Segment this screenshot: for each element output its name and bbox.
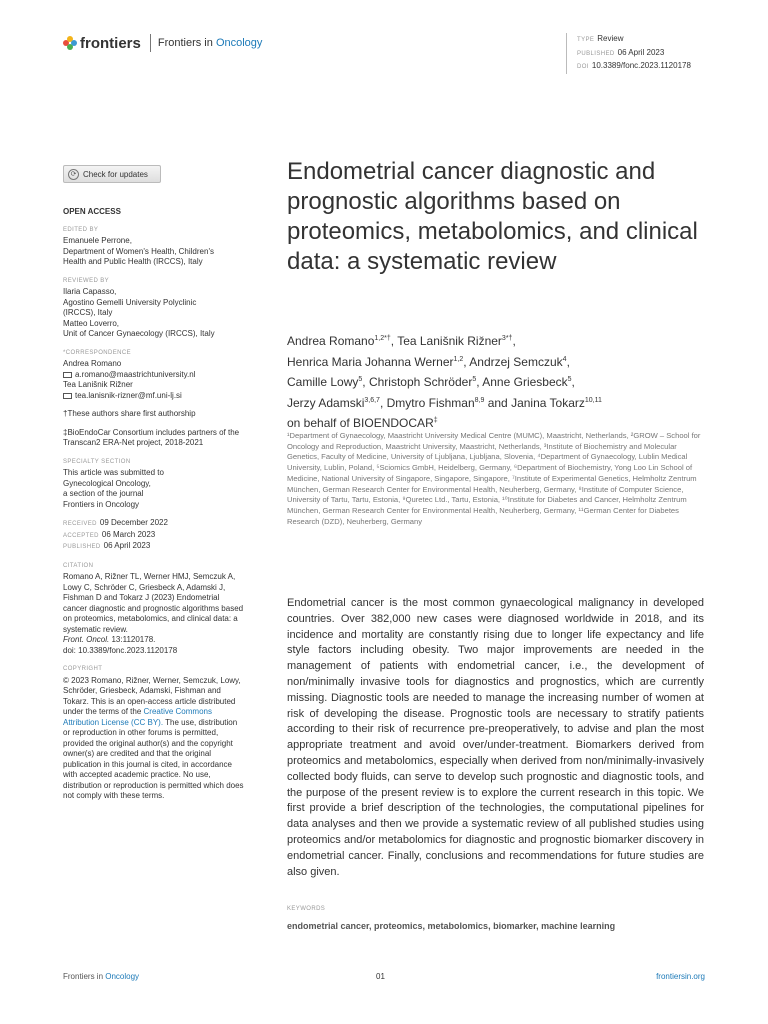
author[interactable]: Andrea Romano$^{1,2*\dagger}$ [287, 334, 391, 348]
logo-text: frontiers [80, 34, 141, 52]
footer-site-link[interactable]: frontiersin.org [656, 972, 705, 981]
meta-doi[interactable]: DOI 10.3389/fonc.2023.1120178 [577, 61, 691, 70]
author[interactable]: Tea Lanišnik Rižner$^{3*\dagger}$ [397, 334, 513, 348]
author[interactable]: Camille Lowy$^5$ [287, 375, 363, 389]
dates-section: RECEIVED 09 December 2022 ACCEPTED 06 March 2023 PUBLISHED 06 April 2023 [63, 518, 168, 550]
open-access-label: OPEN ACCESS [63, 207, 121, 216]
header-divider [150, 34, 151, 52]
sidebar [63, 207, 245, 810]
page-number: 01 [376, 972, 385, 981]
meta-published: PUBLISHED 06 April 2023 [577, 47, 665, 57]
author[interactable]: Andrzej Semczuk$^4$ [469, 354, 567, 369]
envelope-icon [63, 393, 72, 399]
keywords-label: KEYWORDS [287, 906, 326, 912]
frontiers-logo[interactable] [63, 35, 141, 52]
reviewed-by-section: REVIEWED BY Ilaria Capasso, Agostino Gemelli University Polyclinic (IRCCS), Italy Matteo Loverro, Unit of Cancer Gynaecology (IRCCS), Italy [63, 277, 215, 338]
article-title: Endometrial cancer diagnostic and prognostic algorithms based on proteomics, metabolomics, and clinical data: a systematic review [287, 158, 698, 275]
author[interactable]: Janina Tokarz$^{10,11}$ [511, 395, 602, 410]
consortium[interactable]: on behalf of BIOENDOCAR‡ [287, 416, 438, 430]
license-link[interactable]: Creative Commons Attribution License (CC BY). [63, 707, 212, 727]
email-link[interactable]: tea.lanisnik-rizner@mf.uni-lj.si [63, 391, 245, 402]
envelope-icon [63, 372, 72, 378]
journal-name[interactable]: Frontiers in Oncology [157, 37, 263, 49]
consortium-note: ‡BioEndoCar Consortium includes partners of the Transcan2 ERA-Net project, 2018-2021 [63, 427, 240, 447]
correspondence-section: *CORRESPONDENCE Andrea Romano a.romano@maastrichtuniversity.nl Tea Lanišnik Rižner tea.lanisnik-rizner@mf.uni-lj.si [63, 348, 245, 402]
citation-section: CITATION Romano A, Rižner TL, Werner HMJ, Semczuk A, Lowy C, Schröder C, Griesbeck A, Adamski J, Fishman D and Tokarz J (2023) Endometrial cancer diagnostic and prognostic algorithms based on proteomics, metabolomics, and clinical data: a systematic review. Front. Oncol. 13:1120178. doi: 10.3389/fonc.2023.1120178 [63, 562, 244, 655]
author[interactable]: Christoph Schröder$^5$ [368, 375, 477, 389]
author[interactable]: Henrica Maria Johanna Werner$^{1,2}$ [287, 354, 464, 369]
author[interactable]: Anne Griesbeck$^5$ [482, 375, 572, 389]
author-list: Andrea Romano$^{1,2*\dagger}$, Tea Lanišnik Rižner$^{3*\dagger}$, Henrica Maria Johanna Werner$^{1,2}$, Andrzej Semczuk$^4$, Camille Lowy$^5$, Christoph Schröder$^5$, Anne Griesbeck$^5$, Jerzy Adamski$^{3,6,7}$, Dmytro Fishman$^{8,9}$ and Janina Tokarz$^{10,11}$ on behalf of BIOENDOCAR‡ [287, 334, 602, 430]
check-updates-icon: ⟳ [68, 169, 79, 180]
keywords: endometrial cancer, proteomics, metabolomics, biomarker, machine learning [287, 921, 616, 931]
edited-by-section: EDITED BY Emanuele Perrone, Department of Women's Health, Children's Health and Public Health (IRCCS), Italy [63, 226, 214, 266]
copyright-section: COPYRIGHT © 2023 Romano, Rižner, Werner, Semczuk, Lowy, Schröder, Griesbeck, Adamski, Fishman and Tokarz. This is an open-access article distributed under the terms of the Creative Commons Attribution License (CC BY). The use, distribution or reproduction in other forums is permitted, provided the original author(s) and the copyright owner(s) are credited and that the original publication in this journal is cited, in accordance with accepted academic practice. No use, distribution or reproduction is permitted which does not comply with these terms. [63, 666, 244, 800]
affiliations: ¹Department of Gynaecology, Maastricht University Medical Centre (MUMC), Maastricht, Netherlands, ²GROW – School for Oncology and Reproduction, Maastricht University, Maastricht, Netherlands, ³Institute of Biochemistry and Molecular Genetics, Faculty of Medicine, University of Ljubljana, Ljubljana, Slovenia, ⁴Department of Gynaecology, Lublin Medical University, Lublin, Poland, ⁵Sciomics GmbH, Heidelberg, Germany, ⁶Department of Biochemistry, Yong Loo Lin School of Medicine, National University of Singapore, Singapore, Singapore, ⁷Institute of Experimental Genetics, Helmholtz Zentrum München, German Research Center for Environmental Health, Neuherberg, Germany, ⁸Institute of Computer Science, University of Tartu, Tartu, Estonia, ⁹Quretec Ltd., Tartu, Estonia, ¹⁰Institute for Diabetes and Cancer, Helmholtz Zentrum München, German Research Center for Environmental Health, Neuherberg, Germany, ¹¹German Center for Diabetes Research (DZD), Neuherberg, Germany [287, 431, 701, 526]
footer-journal[interactable]: Frontiers in Oncology [63, 972, 140, 981]
frontiers-logo-icon [63, 36, 77, 50]
meta-type: TYPE Review [577, 34, 624, 43]
email-link[interactable]: a.romano@maastrichtuniversity.nl [63, 370, 245, 381]
abstract: Endometrial cancer is the most common gynaecological malignancy in developed countries. Over 382,000 new cases were diagnosed worldwide in 2018, and its incidence and mortality are constantly rising due to longer life expectancy and life style factors including obesity. Two major improvements are needed in the management of patients with endometrial cancer, i.e., the development of non/minimally invasive tools for diagnostics and prognostics, which are currently missing. Diagnostic tools are needed to manage the increasing number of women at risk of developing the disease. Prognostic tools are necessary to stratify patients according to their risk of recurrence pre-preoperatively, to advise and plan the most appropriate treatment and avoid over/under-treatment. Biomarkers derived from proteomics and metabolomics, especially when derived from non/minimally-invasively collected body fluids, can serve to develop such prognostic and diagnostic tools, and the purpose of the present review is to explore the current research in this topic. We first provide a brief description of the technologies, the computational pipelines for data analyses and then we provide a systematic review of all published studies using proteomics and/or metabolomics for diagnostic and prognostic biomarker discovery in endometrial cancer. Finally, conclusions and recommendations for future studies are also given. [287, 597, 704, 878]
author[interactable]: Jerzy Adamski$^{3,6,7}$ [287, 395, 380, 410]
author[interactable]: Dmytro Fishman$^{8,9}$ [386, 395, 485, 410]
specialty-section: SPECIALTY SECTION This article was submitted to Gynecological Oncology, a section of the journal Frontiers in Oncology [63, 458, 164, 509]
check-for-updates-button[interactable]: ⟳ Check for updates [63, 165, 161, 183]
page-header [63, 32, 262, 54]
article-meta [566, 33, 691, 74]
authorship-note: †These authors share first authorship [63, 409, 196, 418]
